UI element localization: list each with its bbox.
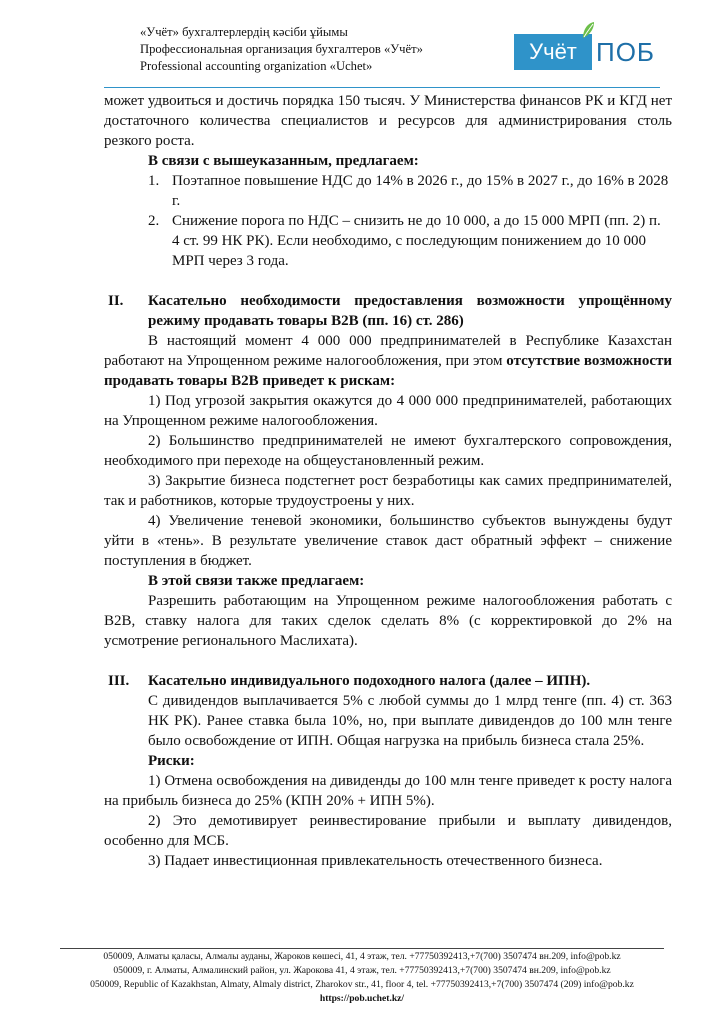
section-2-proposal-heading: В этой связи также предлагаем: <box>148 573 365 589</box>
section-number: II. <box>108 293 124 309</box>
section-3 <box>104 671 672 751</box>
footer <box>0 950 724 1006</box>
list-number: 1. <box>148 173 160 189</box>
section-title: Касательно индивидуального подоходного налога (далее – ИПН). <box>148 673 591 689</box>
section-2 <box>104 291 672 331</box>
letterhead <box>140 24 660 80</box>
risk-item: 2) Это демотивирует реинвестирование прибыли и выплату дивидендов, особенно для МСБ. <box>104 813 672 849</box>
footer-address-kz: 050009, Алматы қаласы, Алмалы ауданы, Жароков көшесі, 41, 4 этаж, тел. +77750392413,+7(700) 3507474 вн.209, info@pob.kz <box>103 951 621 962</box>
risk-item: 3) Падает инвестиционная привлекательность отечественного бизнеса. <box>148 853 603 869</box>
proposal-list <box>104 171 672 271</box>
org-name-en: Professional accounting organization «Uchet» <box>140 59 373 73</box>
org-name-kz: «Учёт» бухгалтерлердің кәсіби ұйымы <box>140 25 348 39</box>
logo <box>514 26 660 76</box>
logo-uchet-text: Учёт <box>514 34 592 70</box>
document-body <box>104 91 672 871</box>
list-text: Снижение порога по НДС – снизить не до 10 000, а до 15 000 МРП (пп. 2) п. 4 ст. 99 НК РК). Если необходимо, с последующим понижением до 10 000 МРП через 3 года. <box>172 213 661 269</box>
intro-paragraph: может удвоиться и достичь порядка 150 тысяч. У Министерства финансов РК и КГД нет достаточного количества специалистов и ресурсов для администрирования столь резкого роста. <box>104 93 672 149</box>
header-divider <box>104 87 660 88</box>
logo-pob-text: ПОБ <box>596 37 655 67</box>
intro-text: В настоящий момент 4 000 000 предпринимателей в Республике Казахстан работают на Упрощенном режиме налогообложения, при этом <box>104 333 672 369</box>
section-3-text: С дивидендов выплачивается 5% с любой суммы до 1 млрд тенге (пп. 4) ст. 363 НК РК). Ранее ставка была 10%, но, при выплате дивидендов до 100 млн тенге было освобождение от ИПН. Общая нагрузка на прибыль бизнеса стала 25%. <box>148 693 672 749</box>
list-item <box>104 211 672 271</box>
footer-address-en: 050009, Republic of Kazakhstan, Almaty, Almaly district, Zharokov str., 41, floor 4, tel. +77750392413,+7(700) 3507474 (209) info@pob.kz <box>90 979 634 990</box>
risks-heading: Риски: <box>148 753 195 769</box>
list-number: 2. <box>148 213 160 229</box>
section-number: III. <box>108 673 130 689</box>
risk-item: 4) Увеличение теневой экономики, большинство субъектов вынуждены будут уйти в «тень». В результате увеличение ставок даст обратный эффект – снижение поступления в бюджет. <box>104 513 672 569</box>
section-2-intro <box>104 331 672 391</box>
footer-address-ru: 050009, г. Алматы, Алмалинский район, ул. Жарокова 41, 4 этаж, тел. +77750392413,+7(700) 3507474 вн.209, info@pob.kz <box>113 965 611 976</box>
risk-item: 1) Под угрозой закрытия окажутся до 4 000 000 предпринимателей, работающих на Упрощенном режиме налогообложения. <box>104 393 672 429</box>
leaf-icon <box>580 20 596 40</box>
list-item <box>104 171 672 211</box>
footer-website-link[interactable]: https://pob.uchet.kz/ <box>319 993 405 1004</box>
proposal-heading: В связи с вышеуказанным, предлагаем: <box>148 153 419 169</box>
section-3-content <box>148 691 672 751</box>
footer-divider <box>60 948 664 949</box>
section-title: Касательно необходимости предоставления возможности упрощённому режиму продавать товары B2B (пп. 16) ст. 286) <box>148 293 672 329</box>
risk-item: 1) Отмена освобождения на дивиденды до 100 млн тенге приведет к росту налога на прибыль бизнеса до 25% (КПН 20% + ИПН 5%). <box>104 773 672 809</box>
risk-item: 2) Большинство предпринимателей не имеют бухгалтерского сопровождения, необходимого при переходе на общеустановленный режим. <box>104 433 672 469</box>
org-name-ru: Профессиональная организация бухгалтеров «Учёт» <box>140 42 423 56</box>
risk-item: 3) Закрытие бизнеса подстегнет рост безработицы как самих предпринимателей, так и работников, которые трудоустроены у них. <box>104 473 672 509</box>
list-text: Поэтапное повышение НДС до 14% в 2026 г., до 15% в 2027 г., до 16% в 2028 г. <box>172 173 669 209</box>
section-2-proposal-text: Разрешить работающим на Упрощенном режиме налогообложения работать с B2B, ставку налога для таких сделок сделать 8% (с корректировкой до 2% на усмотрение регионального Маслихата). <box>104 593 672 649</box>
intro-bold-text: отсутствие возможности продавать товары B2B приведет к рискам: <box>104 353 672 389</box>
